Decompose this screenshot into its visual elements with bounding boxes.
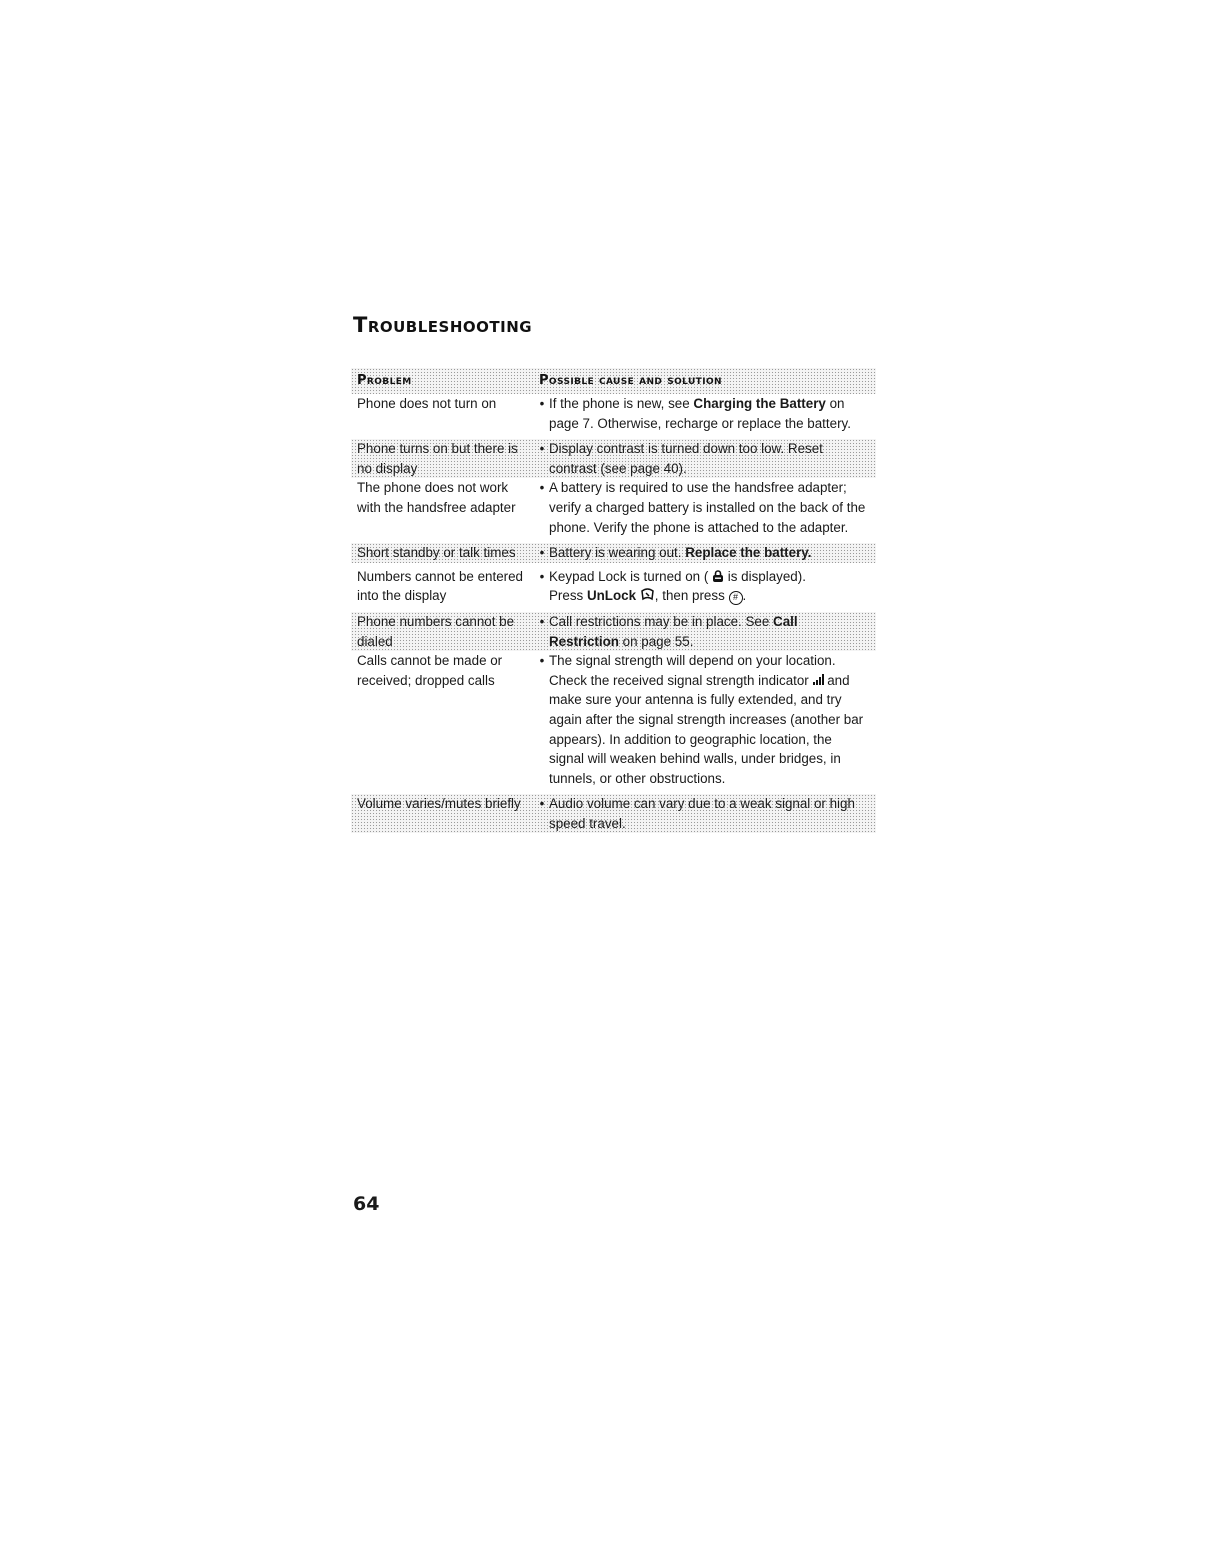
solution-text: and make sure your antenna is fully extended, and try again after the signal strength increases (another bar appears). In addition to geographic location, the signal will weaken behind walls, under bridges, in tunnels, or other obstructions. — [549, 672, 864, 786]
solution-action: Replace the battery. — [685, 545, 812, 561]
solution-text: , then press — [654, 588, 729, 604]
table-row — [351, 478, 876, 537]
solution-text: on page 55. — [618, 633, 694, 649]
problem-cell: Volume varies/mutes briefly — [357, 796, 521, 812]
table-row — [351, 439, 876, 478]
solution-text: Call restrictions may be in place. See — [549, 613, 774, 629]
lock-icon — [712, 570, 724, 585]
solution-cell — [535, 612, 876, 651]
table-row — [351, 794, 876, 833]
problem-cell: Phone numbers cannot be dialed — [357, 613, 515, 649]
bullet: • — [539, 545, 545, 561]
unlock-key-icon — [640, 588, 655, 605]
cross-reference: Charging the Battery — [693, 396, 826, 411]
page-number: 64 — [353, 1193, 380, 1215]
solution-text: . — [742, 588, 747, 604]
bullet: • — [539, 480, 545, 496]
bullet: • — [539, 568, 545, 584]
problem-cell: Calls cannot be made or received; dropped calls — [357, 653, 503, 688]
problem-cell: The phone does not work with the handsfree adapter — [357, 480, 516, 515]
solution-text: A battery is required to use the handsfree adapter; verify a charged battery is installed on the back of the phone. Verify the phone is attached to the adapter. — [549, 480, 866, 535]
solution-text: is displayed). — [727, 568, 806, 584]
problem-cell: Numbers cannot be entered into the display — [357, 568, 523, 604]
problem-cell: Phone does not turn on — [357, 396, 497, 411]
solution-text: Battery is wearing out. — [549, 545, 686, 561]
table-row — [351, 612, 876, 651]
pound-key-icon: # — [729, 591, 743, 605]
table-row — [351, 394, 876, 433]
solution-text: on page 7. Otherwise, recharge or replace the battery. — [549, 396, 851, 431]
solution-text: Display contrast is turned down too low. Reset contrast (see page 40). — [549, 441, 823, 476]
problem-cell: Short standby or talk times — [357, 545, 516, 561]
solution-text: If the phone is new, see — [549, 396, 694, 411]
troubleshooting-table — [351, 368, 876, 833]
bullet: • — [539, 613, 545, 629]
bullet: • — [539, 796, 545, 812]
solution-text: Audio volume can vary due to a weak signal or high speed travel. — [549, 796, 855, 831]
problem-cell: Phone turns on but there is no display — [357, 441, 518, 476]
table-row — [351, 651, 876, 788]
solution-cell — [535, 478, 876, 537]
header-solution: Possible cause and solution — [539, 373, 722, 389]
table-row — [351, 543, 876, 563]
solution-cell — [535, 794, 876, 833]
table-header-row — [351, 368, 876, 394]
page-title: Troubleshooting — [353, 313, 533, 337]
solution-text: Press — [549, 588, 587, 604]
cross-reference: Call Restriction — [549, 613, 798, 649]
solution-cell — [535, 439, 876, 478]
header-problem: Problem — [357, 373, 412, 389]
bullet: • — [539, 441, 545, 457]
solution-cell — [535, 543, 876, 563]
signal-strength-icon — [813, 674, 824, 685]
softkey-label: UnLock — [586, 588, 637, 604]
bullet: • — [539, 653, 545, 669]
solution-text: The signal strength will depend on your location. Check the received signal strength indicator — [549, 653, 836, 688]
table-row — [351, 563, 876, 606]
solution-cell — [535, 394, 876, 433]
solution-cell — [535, 567, 876, 606]
solution-text: Keypad Lock is turned on ( — [549, 568, 709, 584]
solution-cell — [535, 651, 876, 788]
bullet: • — [539, 396, 545, 411]
